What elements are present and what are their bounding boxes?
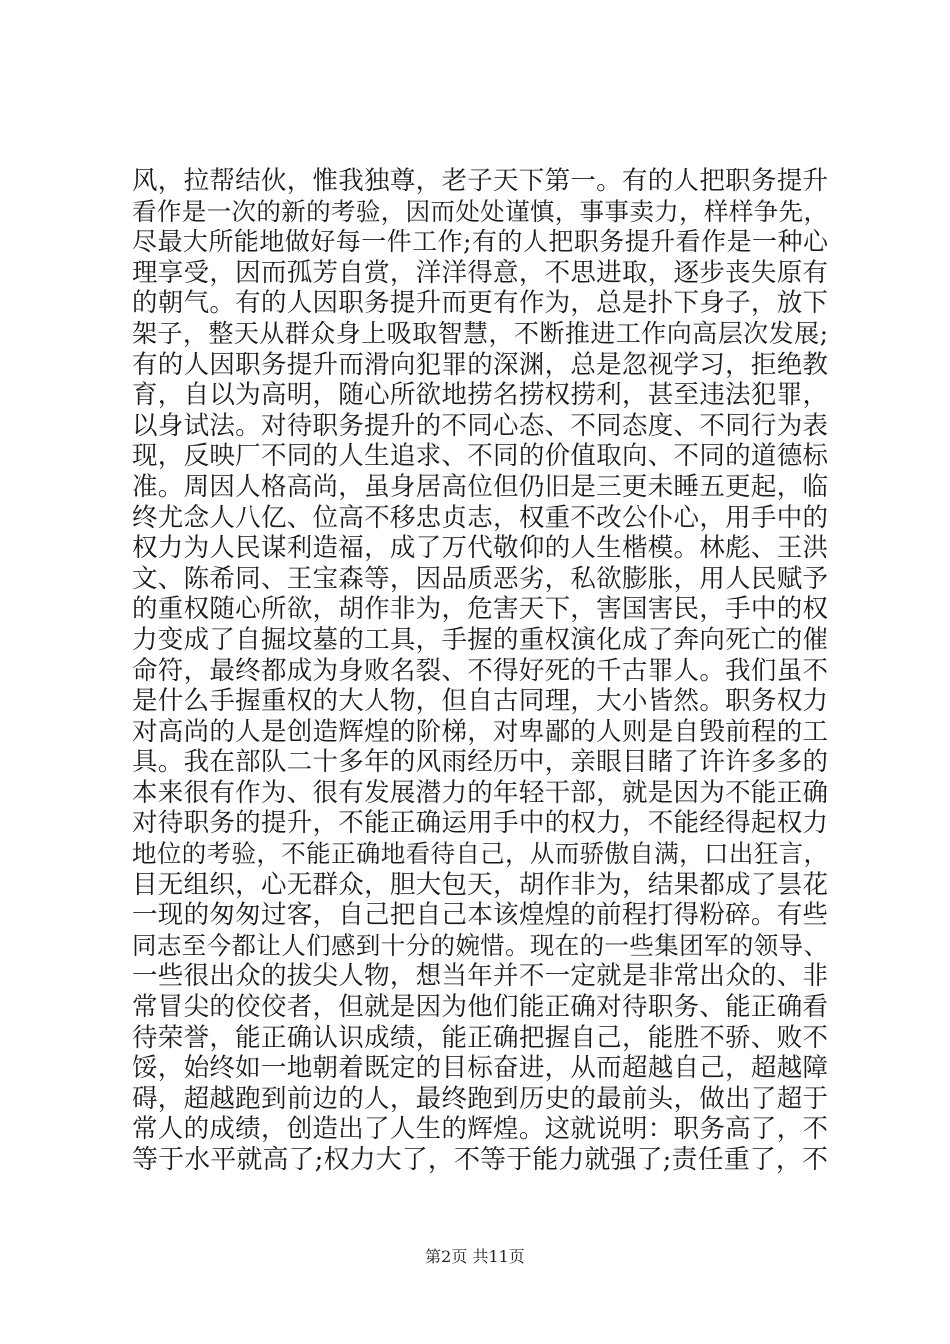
text-line: 架子，整天从群众身上吸取智慧，不断推进工作向高层次发展; [132,318,828,348]
text-line: 常冒尖的佼佼者，但就是因为他们能正确对待职务、能正确看 [132,992,828,1023]
text-line: 看作是一次的新的考验，因而处处谨慎，事事卖力，样样争先， [132,196,828,226]
text-line: 命符，最终都成为身败名裂、不得好死的千古罪人。我们虽不 [132,655,828,686]
text-line: 待荣誉，能正确认识成绩，能正确把握自己，能胜不骄、败不 [132,1022,828,1053]
text-line: 等于水平就高了;权力大了，不等于能力就强了;责任重了，不 [132,1145,828,1175]
text-line: 文、陈希同、王宝森等，因品质恶劣，私欲膨胀，用人民赋予 [132,563,828,594]
text-line: 是什么手握重权的大人物，但自古同理，大小皆然。职务权力 [132,686,828,717]
page-number-footer: 第2页 共11页 [425,1247,525,1266]
text-line: 的朝气。有的人因职务提升而更有作为，总是扑下身子，放下 [132,288,828,319]
text-line: 碍，超越跑到前边的人，最终跑到历史的最前头，做出了超于 [132,1083,828,1114]
text-line: 一些很出众的拔尖人物，想当年并不一定就是非常出众的、非 [132,961,828,992]
text-line: 本来很有作为、很有发展潜力的年轻干部，就是因为不能正确 [132,777,828,808]
text-line: 具。我在部队二十多年的风雨经历中，亲眼目睹了许许多多的 [132,747,828,778]
text-line: 地位的考验，不能正确地看待自己，从而骄傲自满，口出狂言， [132,839,828,869]
text-line: 有的人因职务提升而滑向犯罪的深渊，总是忽视学习，拒绝教 [132,349,828,380]
text-line: 一现的匆匆过客，自己把自己本该煌煌的前程打得粉碎。有些 [132,900,828,931]
text-line: 对高尚的人是创造辉煌的阶梯，对卑鄙的人则是自毁前程的工 [132,716,828,747]
text-line: 权力为人民谋利造福，成了万代敬仰的人生楷模。林彪、王洪 [132,533,828,564]
text-line: 终尤念人八亿、位高不移忠贞志，权重不改公仆心，用手中的 [132,502,828,533]
text-line: 对待职务的提升，不能正确运用手中的权力，不能经得起权力 [132,808,828,839]
body-text [132,166,828,1176]
text-line: 目无组织，心无群众，胆大包天，胡作非为，结果都成了昙花 [132,869,828,900]
text-line: 风，拉帮结伙，惟我独尊，老子天下第一。有的人把职务提升 [132,166,828,196]
text-line: 现，反映厂不同的人生追求、不同的价值取向、不同的道德标 [132,441,828,472]
text-line: 理享受，因而孤芳自赏，洋洋得意，不思进取，逐步丧失原有 [132,257,828,288]
text-line: 常人的成绩，创造出了人生的辉煌。这就说明：职务高了，不 [132,1114,828,1145]
text-line: 力变成了自掘坟墓的工具，手握的重权演化成了奔向死亡的催 [132,624,828,655]
text-line: 同志至今都让人们感到十分的婉惜。现在的一些集团军的领导、 [132,930,828,960]
text-line: 育，自以为高明，随心所欲地捞名捞权捞利，甚至违法犯罪， [132,380,828,411]
text-line: 准。周因人格高尚，虽身居高位但仍旧是三更未睡五更起，临 [132,471,828,502]
text-line: 的重权随心所欲，胡作非为，危害天下，害国害民，手中的权 [132,594,828,625]
text-line: 以身试法。对待职务提升的不同心态、不同态度、不同行为表 [132,410,828,441]
text-line: 馁，始终如一地朝着既定的目标奋进，从而超越自己，超越障 [132,1053,828,1084]
text-line: 尽最大所能地做好每一件工作;有的人把职务提升看作是一种心 [132,227,828,257]
